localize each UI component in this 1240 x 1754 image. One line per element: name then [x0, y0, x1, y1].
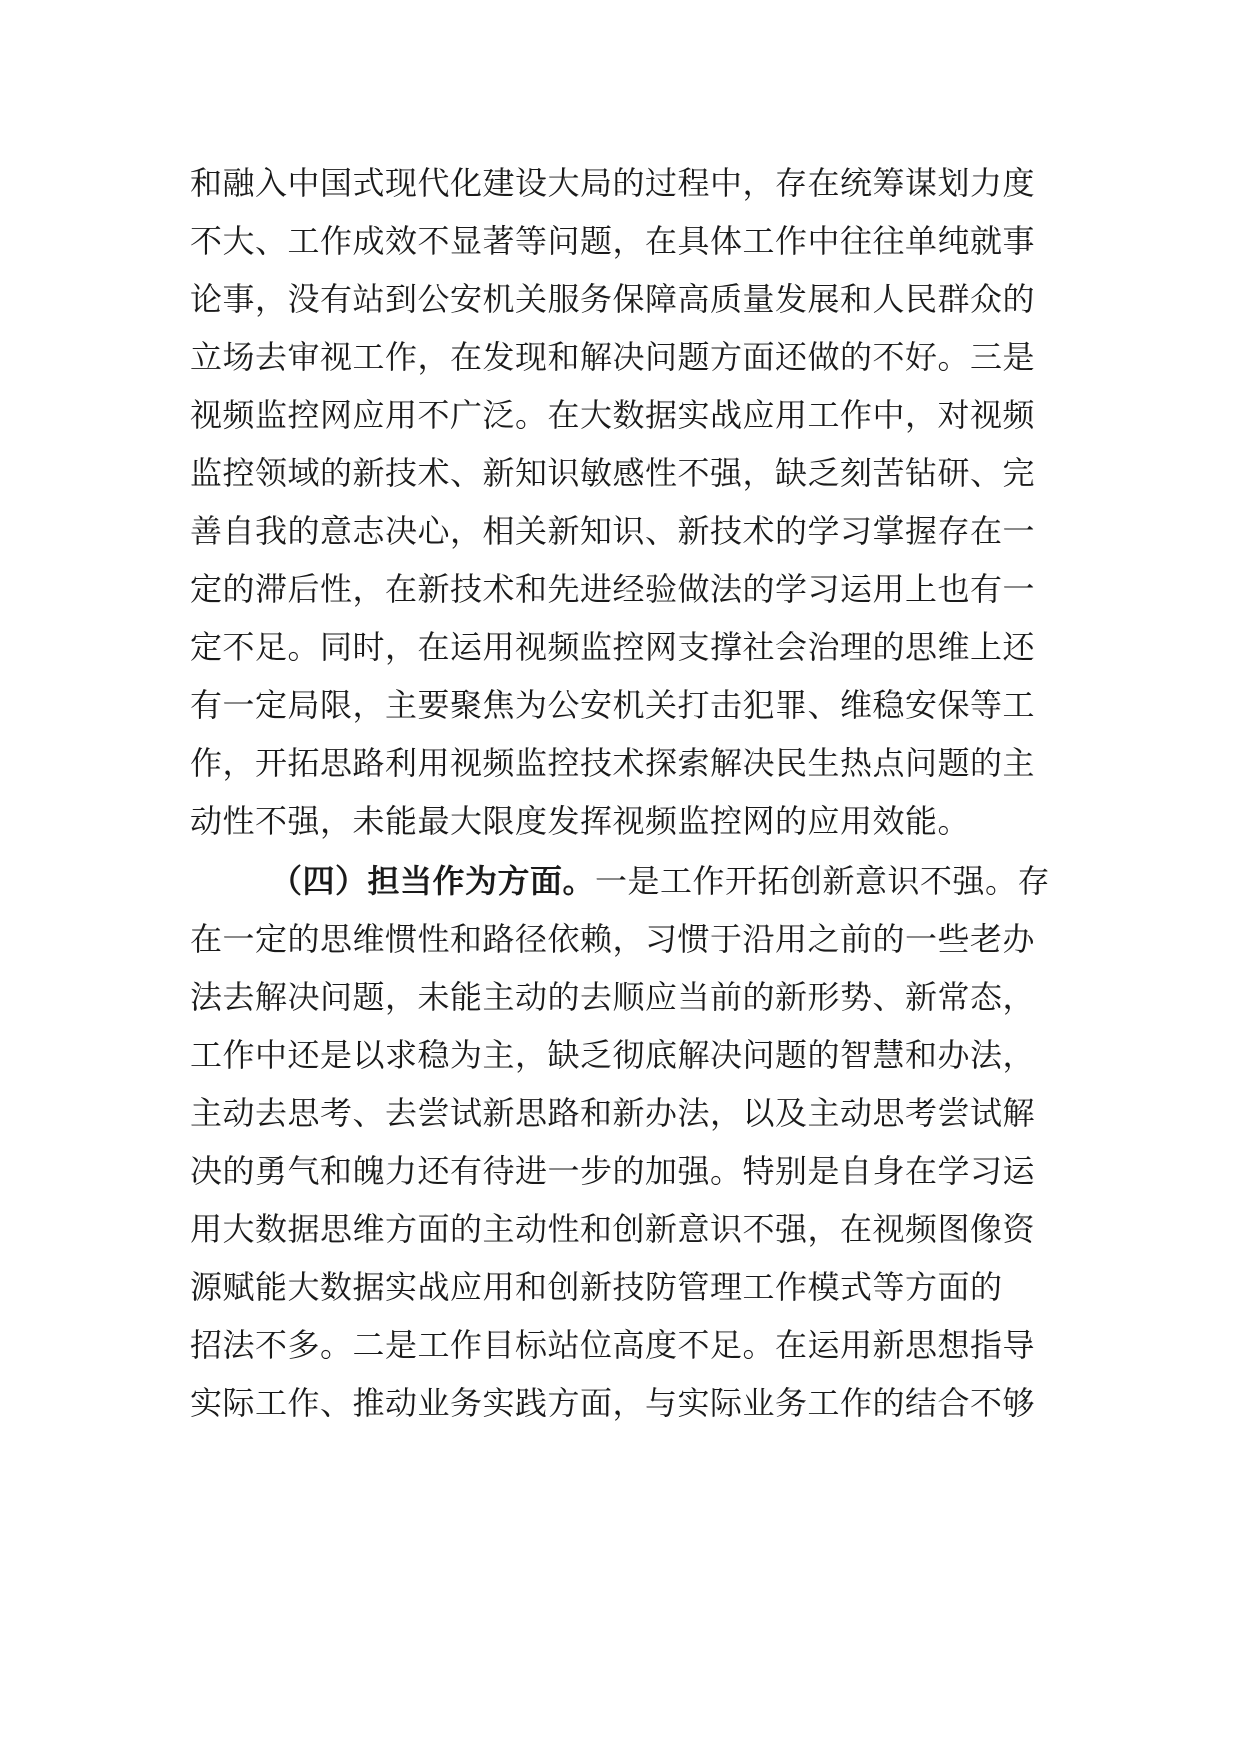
section-heading: （四）担当作为方面。 [270, 862, 596, 900]
text-line: 有一定局限，主要聚焦为公安机关打击犯罪、维稳安保等工 [190, 686, 1036, 724]
text-line: 工作中还是以求稳为主，缺乏彻底解决问题的智慧和办法， [190, 1036, 1036, 1074]
text-line: 定的滞后性，在新技术和先进经验做法的学习运用上也有一 [190, 570, 1036, 608]
text-line: 善自我的意志决心，相关新知识、新技术的学习掌握存在一 [190, 512, 1036, 550]
paragraph-continued [190, 154, 1060, 850]
text-line: 视频监控网应用不广泛。在大数据实战应用工作中，对视频 [190, 396, 1036, 434]
paragraph-dandang-zuowei [190, 852, 1060, 1432]
text-line: 法去解决问题，未能主动的去顺应当前的新形势、新常态， [190, 978, 1036, 1016]
text-line: 源赋能大数据实战应用和创新技防管理工作模式等方面的 [190, 1268, 1003, 1306]
text-line: 立场去审视工作，在发现和解决问题方面还做的不好。三是 [190, 338, 1036, 376]
text-line: 定不足。同时，在运用视频监控网支撑社会治理的思维上还 [190, 628, 1036, 666]
text-line: 在一定的思维惯性和路径依赖，习惯于沿用之前的一些老办 [190, 920, 1036, 958]
paragraph-first-line [190, 852, 1060, 910]
text-line: 和融入中国式现代化建设大局的过程中，存在统筹谋划力度 [190, 164, 1036, 202]
text-line: 主动去思考、去尝试新思路和新办法，以及主动思考尝试解 [190, 1094, 1036, 1132]
text-line: 决的勇气和魄力还有待进一步的加强。特别是自身在学习运 [190, 1152, 1036, 1190]
text-line: 论事，没有站到公安机关服务保障高质量发展和人民群众的 [190, 280, 1036, 318]
text-line: 用大数据思维方面的主动性和创新意识不强，在视频图像资 [190, 1210, 1036, 1248]
text-line: 实际工作、推动业务实践方面，与实际业务工作的结合不够 [190, 1384, 1036, 1422]
first-line-text: 一是工作开拓创新意识不强。存 [595, 862, 1051, 900]
text-line: 监控领域的新技术、新知识敏感性不强，缺乏刻苦钻研、完 [190, 454, 1036, 492]
text-line: 作，开拓思路利用视频监控技术探索解决民生热点问题的主 [190, 744, 1036, 782]
text-line: 招法不多。二是工作目标站位高度不足。在运用新思想指导 [190, 1326, 1036, 1364]
text-line: 动性不强，未能最大限度发挥视频监控网的应用效能。 [190, 802, 971, 840]
text-line: 不大、工作成效不显著等问题，在具体工作中往往单纯就事 [190, 222, 1036, 260]
